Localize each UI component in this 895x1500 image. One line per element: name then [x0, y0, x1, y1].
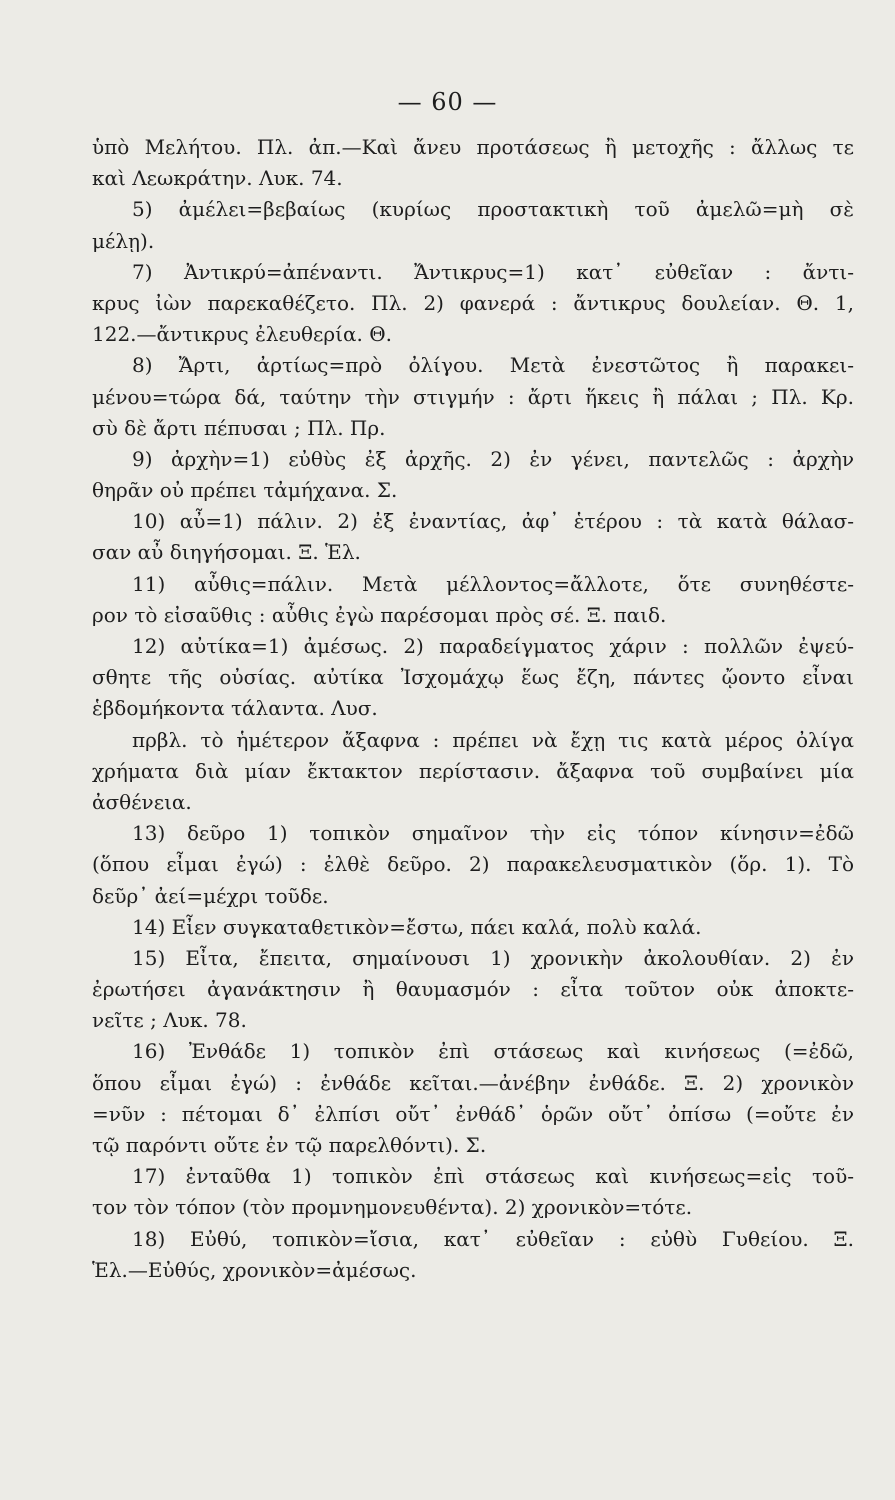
text-line: ἀσθένεια.: [92, 789, 192, 814]
text-line: =νῦν : πέτομαι δ᾽ ἐλπίσι οὔτ᾽ ἐνθάδ᾽ ὁρῶν οὔτ᾽ ὀπίσω (=οὔτε ἐν: [92, 1101, 854, 1126]
text-line: ὑπὸ Μελήτου. Πλ. ἀπ.—Καὶ ἄνευ προτάσεως ἢ μετοχῆς : ἄλλως τε: [92, 135, 854, 159]
text-line: 15) Εἶτα, ἔπειτα, σημαίνουσι 1) χρονικὴν ἀκολουθίαν. 2) ἐν: [132, 945, 854, 970]
text-line: μέλῃ).: [92, 228, 155, 253]
text-line: χρήματα διὰ μίαν ἔκτακτον περίστασιν. ἄξαφνα τοῦ συμβαίνει μία: [92, 758, 854, 783]
text-line: 10) αὖ=1) πάλιν. 2) ἐξ ἐναντίας, ἀφ᾽ ἑτέρου : τὰ κατὰ θάλασ-: [132, 509, 854, 534]
text-line: 11) αὖθις=πάλιν. Μετὰ μέλλοντος=ἄλλοτε, ὅτε συνηθέστε-: [132, 571, 854, 596]
text-line: τῷ παρόντι οὔτε ἐν τῷ παρελθόντι). Σ.: [92, 1133, 487, 1157]
text-line: ὅπου εἶμαι ἐγώ) : ἐνθάδε κεῖται.—ἀνέβην ἐνθάδε. Ξ. 2) χρονικὸν: [92, 1070, 854, 1095]
text-line: ρον τὸ εἰσαῦθις : αὖθις ἐγὼ παρέσομαι πρὸς σέ. Ξ. παιδ.: [92, 602, 667, 627]
text-line: σαν αὖ διηγήσομαι. Ξ. Ἑλ.: [92, 540, 361, 565]
text-line: 7) Ἀντικρύ=ἀπέναντι. Ἄντικρυς=1) κατ᾽ εὐθεῖαν : ἄντι-: [132, 259, 854, 284]
text-line: 17) ἐνταῦθα 1) τοπικὸν ἐπὶ στάσεως καὶ κινήσεως=εἰς τοῦ-: [132, 1164, 854, 1189]
text-line: 9) ἀρχὴν=1) εὐθὺς ἐξ ἀρχῆς. 2) ἐν γένει, παντελῶς : ἀρχὴν: [132, 446, 854, 471]
text-body: [92, 132, 854, 1286]
text-line: Ἑλ.—Εὐθύς, χρονικὸν=ἀμέσως.: [92, 1257, 417, 1282]
text-line: 5) ἀμέλει=βεβαίως (κυρίως προστακτικὴ τοῦ ἀμελῶ=μὴ σὲ: [132, 197, 854, 222]
text-line: σὺ δὲ ἄρτι πέπυσαι ; Πλ. Πρ.: [92, 415, 386, 440]
text-line: 16) Ἐνθάδε 1) τοπικὸν ἐπὶ στάσεως καὶ κινήσεως (=ἐδῶ,: [132, 1039, 854, 1064]
page-number: — 60 —: [397, 88, 498, 116]
text-line: ἐρωτήσει ἀγανάκτησιν ἢ θαυμασμόν : εἶτα τοῦτον οὐκ ἀποκτε-: [92, 977, 854, 1002]
text-line: (ὅπου εἶμαι ἐγώ) : ἐλθὲ δεῦρο. 2) παρακελευσματικὸν (ὅρ. 1). Τὸ: [92, 852, 854, 877]
text-line: 14) Εἶεν συγκαταθετικὸν=ἔστω, πάει καλά, πολὺ καλά.: [132, 914, 702, 939]
text-line: ἑβδομήκοντα τάλαντα. Λυσ.: [92, 696, 378, 721]
text-line: 8) Ἄρτι, ἀρτίως=πρὸ ὀλίγου. Μετὰ ἐνεστῶτος ἢ παρακει-: [132, 353, 854, 378]
text-line: 13) δεῦρο 1) τοπικὸν σημαῖνον τὴν εἰς τόπον κίνησιν=ἐδῶ: [132, 821, 854, 846]
text-line: θηρᾶν οὐ πρέπει τἀμήχανα. Σ.: [92, 478, 398, 503]
text-line: καὶ Λεωκράτην. Λυκ. 74.: [92, 166, 343, 191]
text-line: πρβλ. τὸ ἡμέτερον ἄξαφνα : πρέπει νὰ ἔχῃ τις κατὰ μέρος ὀλίγα: [132, 727, 854, 752]
text-line: 122.—ἄντικρυς ἐλευθερία. Θ.: [92, 322, 392, 347]
text-line: 12) αὐτίκα=1) ἀμέσως. 2) παραδείγματος χάριν : πολλῶν ἐψεύ-: [132, 634, 854, 658]
text-line: δεῦρ᾽ ἀεί=μέχρι τοῦδε.: [92, 883, 329, 908]
text-line: 18) Εὐθύ, τοπικὸν=ἴσια, κατ᾽ εὐθεῖαν : εὐθὺ Γυθείου. Ξ.: [132, 1226, 854, 1251]
text-line: σθητε τῆς οὐσίας. αὐτίκα Ἰσχομάχῳ ἕως ἔζη, πάντες ᾤοντο εἶναι: [92, 665, 854, 690]
text-line: κρυς ἰὼν παρεκαθέζετο. Πλ. 2) φανερά : ἄντικρυς δουλείαν. Θ. 1,: [92, 290, 854, 315]
text-line: τον τὸν τόπον (τὸν προμνημονευθέντα). 2) χρονικὸν=τότε.: [92, 1195, 693, 1220]
text-line: μένου=τώρα δά, ταύτην τὴν στιγμήν : ἄρτι ἥκεις ἢ πάλαι ; Πλ. Κρ.: [92, 384, 854, 409]
text-line: νεῖτε ; Λυκ. 78.: [92, 1008, 247, 1033]
